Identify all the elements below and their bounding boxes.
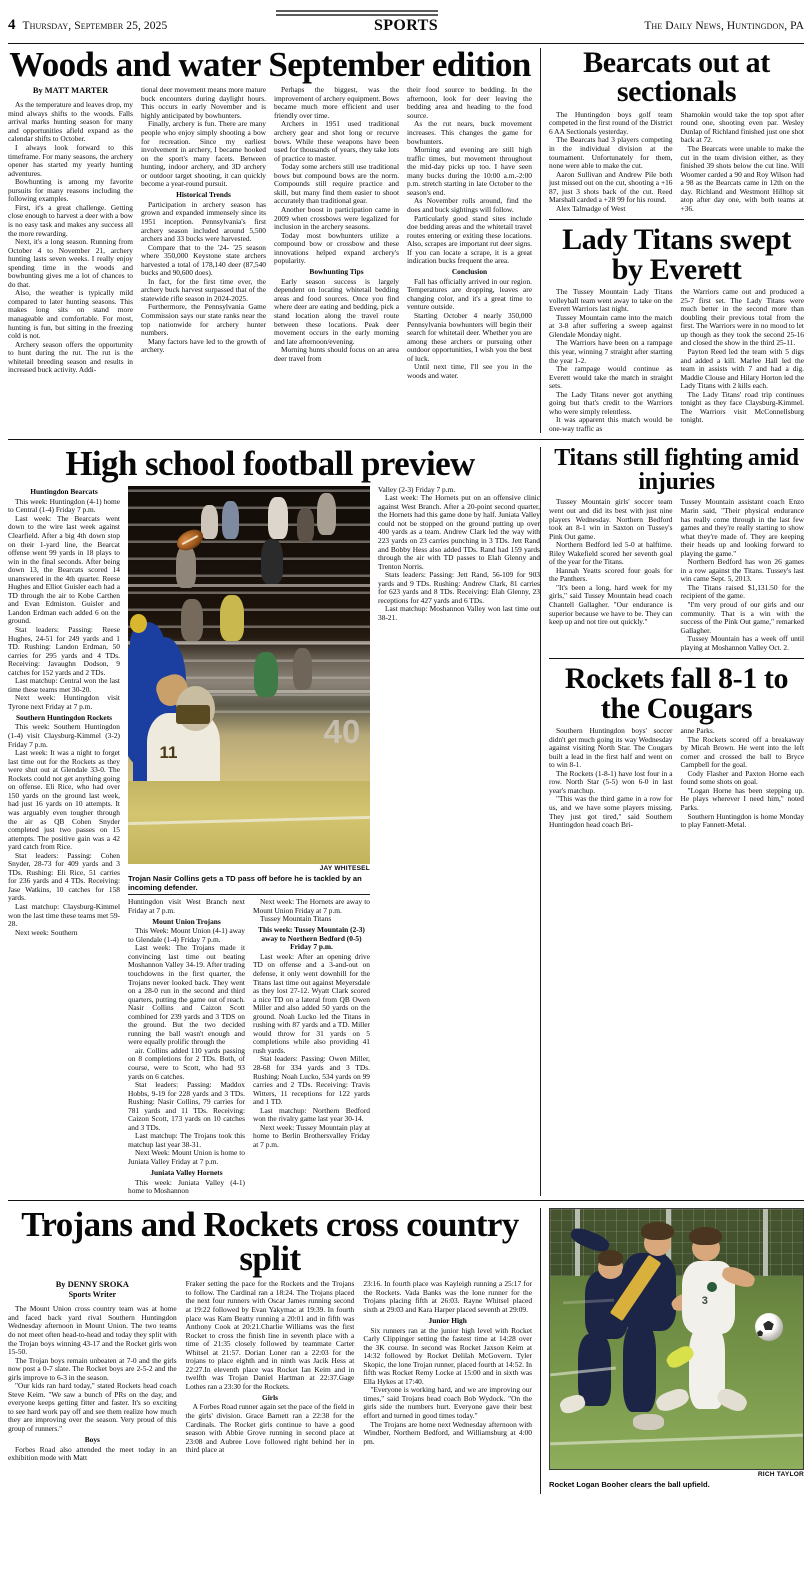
- subhead-bowhunting-tips: Bowhunting Tips: [309, 267, 364, 277]
- paragraph: Next week: Tussey Mountain play at home to Berlin Brothersvalley Friday at 7 p.m.: [253, 1122, 370, 1149]
- paragraph: Tussey Mountain girls' soccer team went out and did its best with just nine players Wednesday. Northern Bedford took an 8-1 win in Saxton on Tussey's Pink Out game.: [549, 497, 673, 541]
- rockets-headline: Rockets fall 8-1 to the Cougars: [564, 662, 789, 725]
- lady-titans-col-1: [549, 288, 673, 433]
- rockets-columns: [549, 727, 804, 830]
- cleat: [558, 1392, 587, 1415]
- rockets-col-2: [681, 727, 805, 830]
- hair: [598, 1250, 623, 1266]
- paragraph: Last matchup: Central won the last time these teams met 30-20.: [8, 676, 120, 694]
- paragraph: 23:16. In fourth place was Kayleigh running a 25:17 for the Rockets. Vada Banks was the lone runner for the Trojans placing fifth at 26:03. Rayne Whitsel placed sixth at 29:03 and Kara Harper placed seventh at 29:09.: [363, 1279, 533, 1314]
- issue-date: Thursday, September 25, 2025: [22, 20, 168, 32]
- subhead-girls: Girls: [262, 1392, 279, 1402]
- lady-titans-columns: [549, 288, 804, 433]
- paragraph: "It's been a long, hard week for my girls," said Tussey Mountain head coach Chantell Gallagher. "Our endurance is superior because we have to be. They can keep up and not tire out quickly.": [549, 582, 673, 627]
- paragraph: As the rut nears, buck movement increases. This changes the game for bowhunters.: [407, 119, 532, 146]
- right-rail-middle: [541, 447, 804, 1195]
- subhead-mount-union-trojans: Mount Union Trojans: [152, 916, 221, 926]
- spectator: [261, 539, 283, 584]
- subhead-boys: Boys: [84, 1435, 100, 1445]
- football-headline: High school football preview: [65, 444, 475, 484]
- top-stories-block: [8, 45, 804, 433]
- paragraph: Huntingdon visit West Branch next Friday at 7 p.m.: [128, 897, 245, 915]
- spectator: [254, 652, 278, 697]
- player-navy-legs: [623, 1323, 656, 1411]
- paragraph: A Forbes Road runner again set the pace of the field in the girls' division. Grace Barnett ran a 22:38 for the Cardinals. The Rocket girls continue to have a good season with Abbie Grove running in second place at 23:08 and Aubree Love followed right behind her in third place at: [185, 1402, 355, 1455]
- xc-headline: Trojans and Rockets cross country split: [21, 1204, 519, 1279]
- paragraph: tional deer movement means more mature buck encounters during daylight hours. This occurs in early November and is highly anticipated by bowhunters.: [141, 85, 266, 120]
- woods-byline: By MATT MARTER: [32, 86, 109, 96]
- xc-col-2: [186, 1280, 355, 1462]
- paragraph: Last week: After an opening drive TD on offense and a 3-and-out on defense, it only went downhill for the Titans last time out against Meyersdale as they lost 27-12. Wyatt Clark scored a nice TD on a lateral from QB Owen Miller and also added 50 yards on the ground. Noah Lucko led the Titans in rushing with 87 yards and a TD. Miller would throw for 31 yards on 5 completions while also providing 41 rush yards.: [253, 951, 370, 1055]
- cleat: [715, 1385, 750, 1414]
- paragraph: Payton Reed led the team with 5 digs and added a kill. Marlee Hall led the team in assists with 7 and had a dig. Maddie Clouse and Hilary Horton led the Lady Titans with 2 kills each.: [680, 346, 804, 391]
- story-separator: [549, 658, 804, 659]
- paragraph: As the temperature and leaves drop, my mind always shifts to the woods. Falls arrival marks hunting season for many and opportunities afield expand as the calendar shifts to October.: [8, 100, 133, 144]
- paragraph: It was apparent this match would be one-way traffic as: [549, 415, 673, 433]
- paragraph: The Warriors have been on a rampage this year, winning 7 straight after starting the year 1-2.: [549, 338, 673, 365]
- paragraph: This week: Juniata Valley (4-1) home to Moshannon: [128, 1177, 245, 1196]
- paragraph: Morning hunts should focus on an area deer travel from: [274, 345, 399, 363]
- publication-name: The Daily News, Huntingdon, PA: [644, 20, 804, 32]
- soccer-photo-image: [549, 1208, 804, 1470]
- woods-col-3: [274, 86, 399, 380]
- spectator: [293, 648, 312, 690]
- paragraph: Participation in archery season has grown and expanded immensely since its 1951 inception. Pennsylvania's first archery season included around 5,500 archers and 33 bucks were harvested.: [141, 199, 266, 244]
- paragraph: Tussey Mountain came into the match at 3-8 after suffering a sweep against Glendale Monday night.: [549, 312, 673, 339]
- paragraph: Particularly good stand sites include doe bedding areas and the whitetail travel routes entering or exiting these locations. Also, scrapes are important rut deer signs. If you can locate a scrape, it is a great indication bucks frequent the area.: [407, 213, 532, 266]
- paragraph: air. Collins added 110 yards passing on 8 completions for 2 TDs. Both, of course, were to Scott, who had 93 yards on 6 catches.: [128, 1045, 245, 1081]
- story-football-preview: [8, 444, 804, 1196]
- lady-titans-col-2: [681, 288, 805, 433]
- paragraph: Northern Bedford led 5-0 at halftime. Riley Wakefield scored her seventh goal of the year for the Titans.: [549, 540, 673, 567]
- titans-injuries-col-1: [549, 498, 673, 652]
- paragraph: Alex Talmadge of West: [556, 203, 626, 213]
- football-photo-credit: JAY WHITESEL: [319, 864, 370, 872]
- paragraph: Finally, archery is fun. There are many people who enjoy simply shooting a bow for recreation. Since my earliest involvement in archery, I became hooked on the sport's many facets. Between hunting, indoor archery, and 3D archery or outdoor target shooting, it can quickly become a year-round pursuit.: [141, 119, 266, 189]
- story-cross-country: [8, 1204, 804, 1494]
- paragraph: Forbes Road also attended the meet today in an exhibition mode with Matt: [8, 1444, 177, 1463]
- paragraph: Stats leaders: Passing: Jett Rand, 56-109 for 903 yards and 9 TDs. Rushing: Andrew Clark, 81 carries for 623 yards and 8 TDs. Receiving: Elah Glenny, 23 receptions for 427 yards and 6 TDs.: [378, 570, 540, 605]
- paragraph: Next week: Huntingdon visit Tyrone next Friday at 7 p.m.: [8, 693, 120, 711]
- paragraph: Today most bowhunters utilize a compound bow or crossbow and these innovations helped expand archery's popularity.: [274, 230, 399, 266]
- subhead-historical-trends: Historical Trends: [176, 190, 231, 200]
- story-rockets-cougars: [549, 664, 804, 829]
- jersey-crest: [707, 1282, 717, 1292]
- football-photo-column: [128, 486, 370, 1196]
- paragraph: Tussey Mountain has a week off until playing at Moshannon Valley Oct. 2.: [680, 634, 804, 652]
- paragraph: Tussey Mountain assistant coach Enzo Marin said, "Their physical endurance has really come through in the last few games and they're really starting to show what they're made of. They are keeping their heads up and looking forward to playing the game.": [680, 497, 804, 558]
- paragraph: The rampage would continue as Everett would take the match in straight sets.: [549, 364, 673, 391]
- spectator: [176, 546, 195, 588]
- paragraph: Hannah Yeatts scored four goals for the Panthers.: [549, 565, 673, 584]
- spectator: [297, 508, 314, 542]
- subhead-huntingdon-bearcats: Huntingdon Bearcats: [30, 487, 98, 497]
- paragraph: Southern Huntingdon is home Monday to play Fannett-Metal.: [680, 811, 804, 830]
- rockets-col-1: [549, 727, 673, 830]
- paragraph: Last week: The Trojans made it convincing last time out beating Moshannon Valley 34-19. After trading touchdowns in the first quarter, the Trojans never looked back. They went on a 28-0 run in the second and third quarters, putting the game out of reach. Nasir Collins and Caizon Scott combined for 239 yards and 3 TDS on the ground. But the two decided running the ball wasn't enough and were equally prolific through the: [128, 943, 245, 1047]
- paragraph: The Bearcats were unable to make the cut in the team division either, as they finished 39 shots below the cut line. Will Woomer carded a 90 and Roy Wilson had a 98 as the Bearcats came in 12th on the day. Richland and Westmont Hilltop sit atop after day one, with both teams at +36.: [680, 143, 804, 213]
- story-woods-and-water: [8, 45, 540, 433]
- right-rail-top: [541, 48, 804, 433]
- woods-col-1: [8, 86, 133, 380]
- paragraph: Stat leaders: Passing: Owen Miller, 28-68 for 334 yards and 3 TDs. Rushing: Noah Lucko, 534 yards on 99 carries and 2 TDs. Receiving: Travis Witters, 11 receptions for 122 yards and 1 TD.: [253, 1054, 370, 1107]
- facemask: [176, 705, 210, 724]
- paragraph: Southern Huntingdon boys' soccer didn't get much going its way Wednesday against visiting North Star. The Cougars built a lead in the first half and went on to win 8-1.: [549, 726, 673, 770]
- paragraph: "This was the third game in a row for us, and we have some players missing. They just got tired," said Southern Huntingdon head coach Bri-: [549, 794, 673, 830]
- soccer-photo: [549, 1208, 804, 1491]
- paragraph: The Lady Titans' road trip continues tonight as they face Claysburg-Kimmel. The Warriors visit McConnellsburg tonight.: [680, 389, 804, 425]
- paragraph: Last week: The Bearcats went down to the wire last week against Clearfield. After a big 4th down stop on their 1-yard line, the Bearcat offense went 99 yards in 18 plays to win in the final seconds. After being down 13, the Bearcats scored 14 unanswered in the 4th quarter. Reese Hughes and Elliot Guisler each had a TD through the air to Kobe Carthen and Evan Edmiston. Guisler and Landon Erdman each added 6 on the ground.: [8, 513, 120, 626]
- paragraph: anne Parks.: [680, 726, 715, 736]
- woods-col-2: [141, 86, 266, 380]
- paragraph: This Week: Mount Union (4-1) away to Glendale (1-4) Friday 7 p.m.: [128, 926, 245, 944]
- right-rail-bottom: [541, 1208, 804, 1494]
- spectator: [317, 493, 336, 535]
- xc-byline-role: Sports Writer: [68, 1290, 117, 1300]
- paragraph: Last week: It was a night to forget last time out for the Rockets as they were shut out at Glendale 33-0. The Rockets could not get anything going on offense. Eli Rice, who had over 150 yards on the ground last week, had just 16 yards on 10 attempts. It was arguably even tougher through the air as QB Cohen Snyder completed just two passes on 15 attempts. The positive gain was a 42 yard catch from Rice.: [8, 748, 120, 852]
- section-separator-1: [8, 439, 804, 440]
- xc-byline: [8, 1280, 177, 1300]
- story-bearcats-sectionals: [549, 48, 804, 213]
- paragraph: Fall has officially arrived in our region. Temperatures are dropping, leaves are changing color, and it's a great time to venture outside.: [407, 276, 532, 312]
- jersey-number-11: 11: [159, 742, 178, 762]
- paragraph: Next, it's a long season. Running from October 4 to November 21, archery hunting lasts seven weeks. I really enjoy spending time in the woods and bowhunting gives me a lot of chances to do that.: [8, 237, 133, 289]
- spectator: [222, 501, 239, 539]
- paragraph: Morning and evening are still high traffic times, but movement throughout the mid-day picks up too. I have seen many bucks during the 10:00 a.m.-2:00 p.m. stretch starting in late October to the season's end.: [407, 145, 532, 197]
- rail: [128, 584, 370, 587]
- lady-titans-headline: Lady Titans swept by Everett: [562, 223, 791, 286]
- paragraph: Tussey Mountain Titans: [260, 914, 332, 924]
- masthead-top-rule: [276, 10, 438, 16]
- yard-marker-40: 40: [323, 712, 361, 750]
- paragraph: Starting October 4 nearly 350,000 Pennsylvania bowhunters will begin their search for whitetail deer. Whether you are among these archers or pursuing other outdoor opportunities, I wish you the best of luck.: [407, 311, 532, 363]
- soccer-ball: [755, 1313, 783, 1341]
- paragraph: Also, the weather is typically mild compared to later hunting seasons. This makes long sits on stand more manageable and comfortable. For most, hunting is fun, but sitting in the freezing cold is not.: [8, 288, 133, 341]
- paragraph: Many factors have led to the growth of archery.: [141, 336, 266, 355]
- xc-byline-author: By DENNY SROKA: [55, 1280, 129, 1290]
- paragraph: First, it's a great challenge. Getting close enough to harvest a deer with a bow is no easy task and makes any success all the more rewarding.: [8, 202, 133, 238]
- xc-col-1: [8, 1280, 177, 1462]
- subhead-tussey-mountain-titans: This week: Tussey Mountain (2-3) away to Northern Bedford (0-5) Friday 7 p.m.: [258, 925, 365, 952]
- paragraph: Aaron Sullivan and Andrew Pile both just missed out on the cut, shooting a +16 87, just 3 shots back of the cut. Reed Marshall carded a +28 99 for his round.: [549, 169, 673, 205]
- field-line: [550, 1433, 803, 1445]
- titans-injuries-col-2: [681, 498, 805, 652]
- bearcats-col-2: [681, 111, 805, 214]
- paragraph: Bowhunting is among my favorite pursuits for many reasons including the following examples.: [8, 177, 133, 204]
- spectator: [201, 505, 218, 539]
- paragraph: Next week: The Hornets are away to Mount Union Friday at 7 p.m.: [253, 897, 370, 915]
- football-col-1: [8, 486, 120, 1196]
- paragraph: Today some archers still use traditional bows but compound bows are the norm. Compounds still require practice and skill, but many find them easier to shoot accurately than traditional gear.: [274, 162, 399, 206]
- subhead-southern-huntingdon-rockets: Southern Huntingdon Rockets: [15, 712, 113, 722]
- paragraph: Cody Flasher and Paxton Horne each found some shots on goal.: [680, 768, 804, 787]
- football-col-3-lower: [253, 898, 370, 1196]
- paragraph: Early season success is largely dependent on locating whitetail bedding areas and food sources. Once you find where deer are eating and bedding, pick a stand location along the travel route between these locations. Peak deer movement occurs in the early morning and late afternoon/evening.: [274, 276, 399, 346]
- woods-headline: Woods and water September edition: [9, 45, 531, 84]
- soccer-photo-caption: Rocket Logan Booher clears the ball upfield.: [549, 1479, 710, 1489]
- subhead-conclusion: Conclusion: [451, 267, 488, 277]
- xc-col-3: [363, 1280, 532, 1462]
- section-title: SPORTS: [373, 17, 439, 34]
- spectator: [268, 497, 287, 539]
- woods-col-4: [407, 86, 532, 380]
- masthead-bottom-rule: [8, 43, 804, 44]
- bearcats-col-1: [549, 111, 673, 214]
- football-col-2: [128, 898, 245, 1196]
- bearcats-columns: [549, 111, 804, 214]
- paragraph: Shamokin would take the top spot after round one, shooting even par. Wesley Dunlap of Richland finished just one shot back at 72.: [680, 109, 804, 145]
- paragraph: Last matchup: Moshannon Valley won last time out 38-21.: [378, 604, 540, 622]
- story-separator: [549, 219, 804, 220]
- paragraph: "Everyone is working hard, and we are improving our times," said Trojans head coach Bob Wydock. "On the girls side the numbers hurt. Everyone gave their best effort and turned in good times today.": [363, 1385, 533, 1421]
- paragraph: The Lady Titans never got anything going but that's credit to the Warriors who were simply relentless.: [549, 389, 673, 416]
- paragraph: Until next time, I'll see you in the woods and water.: [407, 362, 532, 380]
- paragraph: The Trojan boys remain unbeaten at 7-0 and the girls now post a 0-7 slate. The Rocket boys are 2-5-2 and the girls improve to 6-3 in the season.: [8, 1355, 177, 1382]
- paragraph: Northern Bedford has won 26 games in a row against the Titans. Tussey's last win came Sept. 5, 2013.: [680, 557, 804, 584]
- paragraph: Archers in 1951 used traditional archery gear and shot long or recurve bows. While these weapons have been used for thousands of years, they take lots of practice to master.: [274, 119, 399, 163]
- page-number: 4: [8, 17, 16, 33]
- goal-post: [763, 1209, 768, 1277]
- paragraph: Stat leaders: Passing: Reese Hughes, 24-51 for 249 yards and 1 TD. Rushing: Landon Erdman, 50 carries for 295 yards and 4 TDs. Receiving: Javaughn Dodson, 9 catches for 152 yards and 2 TDs.: [8, 624, 120, 677]
- paragraph: Archery season offers the opportunity to hunt during the rut. The rut is the whitetail breeding season and results in increased buck activity. Addi-: [8, 339, 133, 375]
- paragraph: Another boost in participation came in 2009 when crossbows were legalized for inclusion in the archery seasons.: [274, 204, 399, 232]
- subhead-junior-high: Junior High: [428, 1316, 467, 1325]
- paragraph: The Tussey Mountain Lady Titans volleyball team went away to take on the Everett Warriors last night.: [549, 287, 673, 314]
- paragraph: Next week: Southern: [15, 927, 78, 937]
- paragraph: This week: Southern Huntingdon (1-4) visit Claysburg-Kimmel (3-2) Friday 7 p.m.: [8, 722, 120, 749]
- masthead: [8, 0, 804, 40]
- paragraph: Last matchup: Claysburg-Kimmel won the last time these teams met 59-28.: [8, 901, 120, 929]
- paragraph: The Trojans are home next Wednesday afternoon with Windber, Northern Bedford, and Williamsburg at 4:00 pm.: [363, 1419, 533, 1446]
- football-photo: [128, 486, 370, 895]
- paragraph: Stat leaders: Passing: Cohen Snyder, 28-73 for 409 yards and 3 TDs. Rushing: Eli Rice, 51 carries for 236 yards and 4 TDs. Receiving: Jase Watkins, 10 catches for 158 yards.: [8, 850, 120, 903]
- paragraph: The Huntingdon boys golf team competed in the first round of the District 6 AA Sectionals yesterday.: [549, 109, 673, 136]
- paragraph: "Logan Horne has been stepping up. He plays wherever I need him," noted Parks.: [680, 785, 804, 812]
- story-titans-injuries: [549, 447, 804, 652]
- paragraph: Furthermore, the Pennsylvania Game Commission says our state ranks near the top nationwide for archery hunter numbers.: [141, 302, 266, 338]
- paragraph: Last week: The Hornets put on an offensive clinic against West Branch. After a 20-point second quarter, the Hornets had this game done by half. Juniata Valley could not be stopped on the ground putting up over 400 yards as a team. Andrew Clark led the way with 223 yards on 23 carries punching in 3 TDs. Jett Rand and Bobby Hess also added TDs. Rand had 159 yards through the air with TD passes to Elah Glenny and Trenton Norris.: [378, 493, 540, 571]
- paragraph: The Rockets scored off a breakaway by Micah Brown. He went into the left corner and crossed the ball to Bryce Campbell for the goal.: [680, 734, 804, 770]
- hair: [689, 1227, 722, 1245]
- paragraph: Next Week: Mount Union is home to Juniata Valley Friday at 7 p.m.: [128, 1148, 245, 1167]
- cleat: [654, 1386, 691, 1414]
- spectator: [181, 599, 203, 641]
- paragraph: Stat leaders: Passing: Maddox Hobbs, 9-19 for 228 yards and 3 TDs. Rushing: Nasir Collins, 79 carries for 781 yards and 11 TDs. Receiving: Caizon Scott, 173 yards on 10 catches and 3 TDs.: [128, 1080, 245, 1132]
- bearcats-headline: Bearcats out at sectionals: [583, 46, 770, 109]
- paragraph: This week: Huntingdon (4-1) home to Central (1-4) Friday 7 p.m.: [8, 496, 120, 515]
- paragraph: Perhaps the biggest, was the improvement of archery equipment. Bows became much more efficient and user friendly over time.: [274, 85, 399, 120]
- paragraph: The Titans raised $1,131.50 for the recipient of the game.: [680, 582, 804, 601]
- woods-columns: [8, 86, 532, 380]
- paragraph: Fraker setting the pace for the Rockets and the Trojans to follow. The Cardinal ran a 18:24. The Trojans placed the next four runners with Oscar James running second at 19:22 followed by Evan Yakymac at 19:39. In fourth place was Kam Beatty running a 20:01 and in fifth was Anthony Cook at 20:21.Charlie Williams was the first Rocket to cross the finish line in seventh place with a time of 21:35 closely followed by teammate Carter Whitsel at 21:57. Dorian Loner ran a 22:03 for the trojans to place eighth and in ninth was Jacik Hess at 22:27.In eleventh place was Rocket Ian Keim and in twelfth was Trojan Daniel Hartman at 22:37.Gage Lothes ran a 23:30 for the Rockets.: [185, 1279, 355, 1391]
- football-photo-image: [128, 486, 370, 864]
- paragraph: "Our kids ran hard today," stated Rockets head coach Steve Keim. "We saw a bunch of PRs on the day, and everyone keeps getting fitter and faster. It's so exciting to see hard work pay off and see them realize how much they are improving over the season. Very proud of this group of runners.": [8, 1381, 177, 1433]
- spectator: [220, 595, 244, 640]
- subhead-juniata-valley-hornets: Juniata Valley Hornets: [150, 1168, 223, 1178]
- paragraph: The Bearcats had 3 players competing in the individual division at the tournament. Unfortunately for them, none were able to make the cut.: [549, 135, 673, 171]
- paragraph: Last matchup: Northern Bedford won the rivalry game last year 30-14.: [253, 1105, 370, 1124]
- jersey-number-3: 3: [701, 1294, 708, 1307]
- paragraph: Six runners ran at the junior high level with Rocket Carly Clippinger setting the fastest time at 14:28 over the 3K course. In second was Rocket Jaxson Keim at 14:32 followed by Rocket Delilah McGovern. Tyler Skopic, the lone Trojan runner, placed fourth at 14:52. In fifth was Rocket Remy Locke at 15:00 and in sixth was Ella Hykes at 17:40.: [363, 1325, 533, 1386]
- cleat: [633, 1414, 663, 1430]
- paragraph: Last matchup: The Trojans took this matchup last year 38-31.: [128, 1131, 245, 1149]
- soccer-photo-credit: RICH TAYLOR: [757, 1470, 804, 1478]
- paragraph: The Rockets (1-8-1) have lost four in a row. North Star (5-5) won 6-0 in last year's matchup.: [549, 768, 673, 795]
- paragraph: As November rolls around, find the does and buck sightings will follow.: [407, 196, 532, 214]
- paragraph: The Mount Union cross country team was at home and faced back yard rival Southern Huntingdon Wednesday afternoon in Mount Union. The two teams do not meet often head-to-head and today they split with the Trojan boys winning 43-17 and the Rocket girls won 15-50.: [8, 1304, 177, 1357]
- paragraph: their food source to bedding. In the afternoon, look for deer leaving the bedding area and heading to the food source.: [407, 85, 532, 120]
- titans-injuries-headline: Titans still fighting amid injuries: [554, 445, 799, 495]
- titans-injuries-columns: [549, 498, 804, 652]
- story-lady-titans: [549, 225, 804, 433]
- paragraph: In fact, for the first time ever, the archery buck harvest surpassed that of the statewide rifle season in 2024-2025.: [141, 276, 266, 303]
- section-separator-2: [8, 1200, 804, 1201]
- paragraph: the Warriors came out and produced a 25-7 first set. The Lady Titans were much better in the second more than doubling their previous total from the first. The Warriors were in no mood to let up though as they took the second 25-16 and closed the show in the third 25-11.: [680, 287, 804, 348]
- paragraph: "I'm very proud of our girls and our community. That is a win with the success of the Pink Out game," remarked Gallagher.: [680, 600, 804, 635]
- paragraph: Compare that to the '24- '25 season where 350,000 Keystone state archers harvested a total of 178,140 deer (87,540 bucks and 90,600 does).: [141, 242, 266, 278]
- football-col-4: [378, 486, 540, 1196]
- hair: [641, 1222, 674, 1240]
- paragraph: Valley (2-3) Friday 7 p.m.: [378, 484, 456, 494]
- paragraph: I always look forward to this timeframe. For many seasons, the archery opener has started my yearly hunting adventures.: [8, 143, 133, 178]
- football-photo-caption: Trojan Nasir Collins gets a TD pass off before he is tackled by an incoming defender.: [128, 874, 370, 895]
